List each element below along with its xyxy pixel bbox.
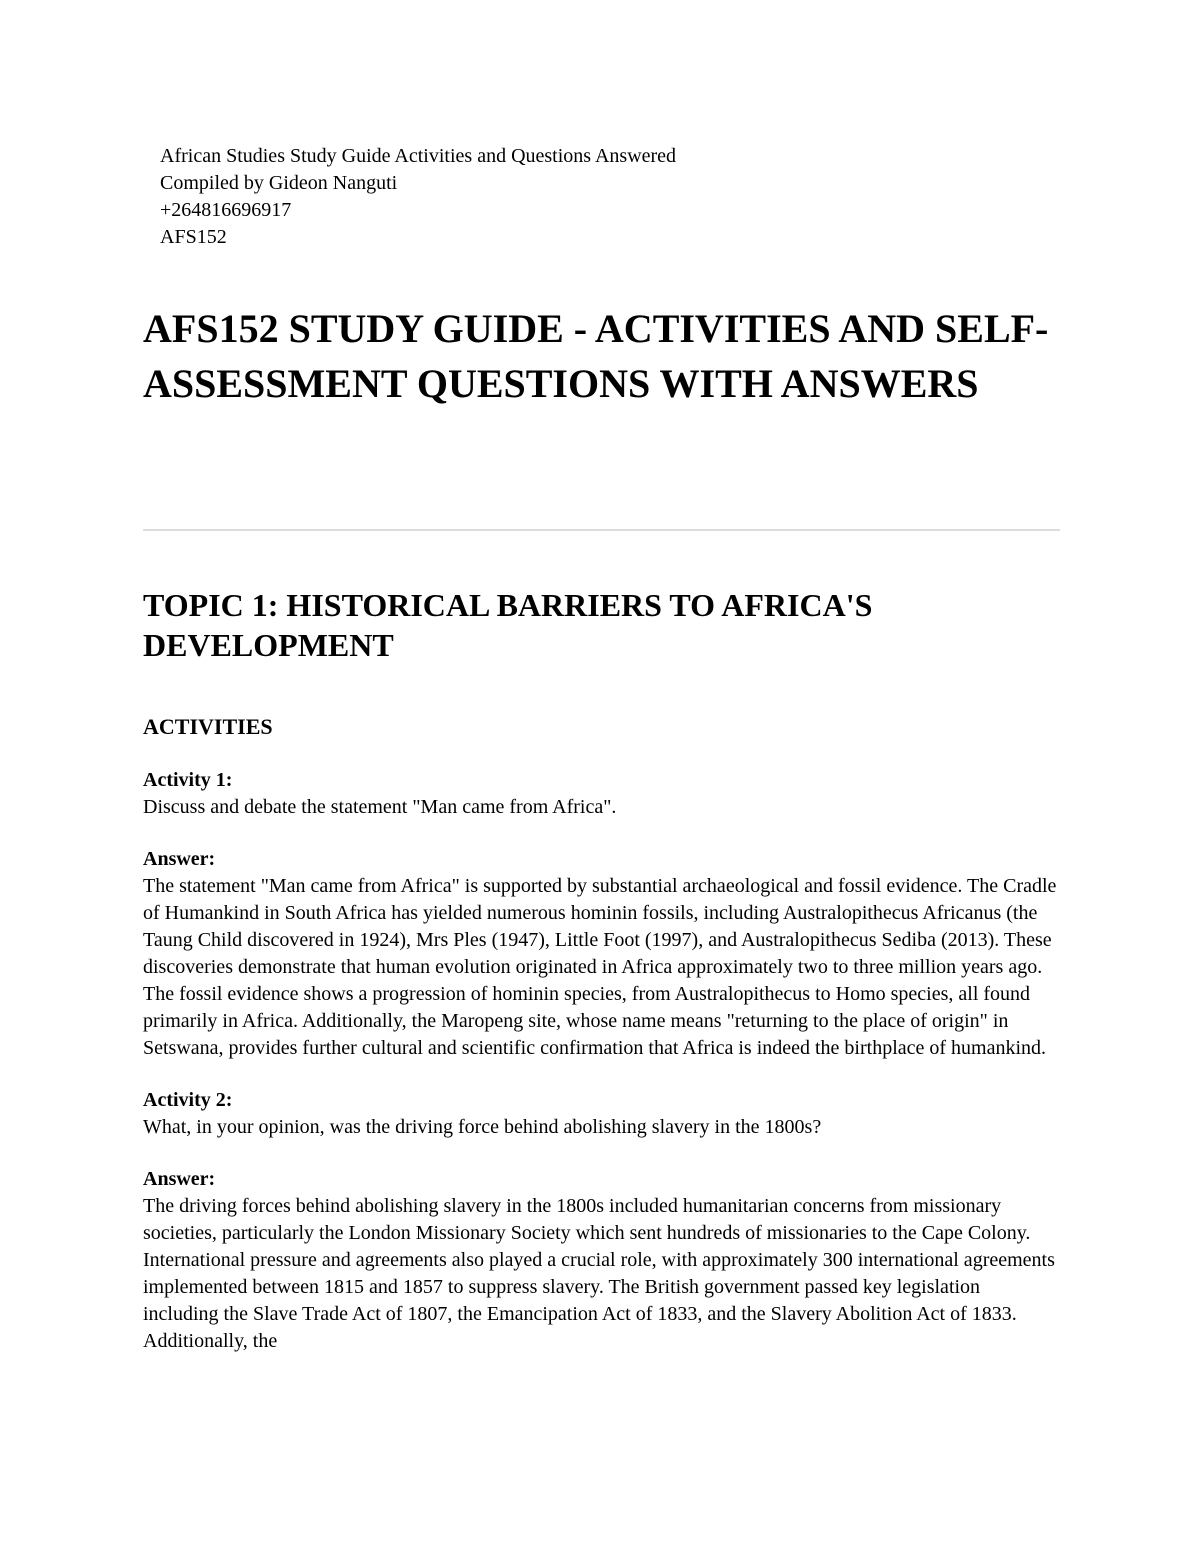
- answer-label: Answer:: [143, 848, 216, 870]
- document-title: AFS152 STUDY GUIDE - ACTIVITIES AND SELF-ASSESSMENT QUESTIONS WITH ANSWERS: [143, 306, 1049, 406]
- header-title-line: African Studies Study Guide Activities and Questions Answered: [160, 145, 677, 167]
- activity-answer: [143, 1166, 1060, 1355]
- activity-answer: [143, 846, 1060, 1062]
- topic-title: TOPIC 1: HISTORICAL BARRIERS TO AFRICA'S DEVELOPMENT: [143, 587, 873, 663]
- answer-text: The driving forces behind abolishing slavery in the 1800s included humanitarian concerns from missionary societies, particularly the London Missionary Society which sent hundreds of missionaries to the Cape Colony. International pressure and agreements also played a crucial role, with approximately 300 international agreements implemented between 1815 and 1857 to suppress slavery. The British government passed key legislation including the Slave Trade Act of 1807, the Emancipation Act of 1833, and the Slavery Abolition Act of 1833. Additionally, the: [143, 1195, 1055, 1352]
- activity-1: [143, 767, 1060, 1062]
- activity-label: Activity 2:: [143, 1089, 233, 1111]
- answer-label: Answer:: [143, 1168, 216, 1190]
- activity-label: Activity 1:: [143, 769, 233, 791]
- header-author-line: Compiled by Gideon Nanguti: [160, 172, 398, 194]
- horizontal-divider: [143, 529, 1060, 531]
- header-phone-line: +264816696917: [160, 199, 292, 221]
- activities-heading: ACTIVITIES: [143, 714, 273, 739]
- activity-question: What, in your opinion, was the driving force behind abolishing slavery in the 1800s?: [143, 1116, 822, 1138]
- topic-content: [143, 712, 1060, 1355]
- header-course-code-line: AFS152: [160, 226, 227, 248]
- activity-question: Discuss and debate the statement "Man came from Africa".: [143, 796, 617, 818]
- answer-text: The statement "Man came from Africa" is supported by substantial archaeological and fossil evidence. The Cradle of Humankind in South Africa has yielded numerous hominin fossils, including Australopithecus Africanus (the Taung Child discovered in 1924), Mrs Ples (1947), Little Foot (1997), and Australopithecus Sediba (2013). These discoveries demonstrate that human evolution originated in Africa approximately two to three million years ago. The fossil evidence shows a progression of hominin species, from Australopithecus to Homo species, all found primarily in Africa. Additionally, the Maropeng site, whose name means "returning to the place of origin" in Setswana, provides further cultural and scientific confirmation that Africa is indeed the birthplace of humankind.: [143, 875, 1057, 1059]
- document-header: [160, 143, 1060, 251]
- activity-2: [143, 1087, 1060, 1355]
